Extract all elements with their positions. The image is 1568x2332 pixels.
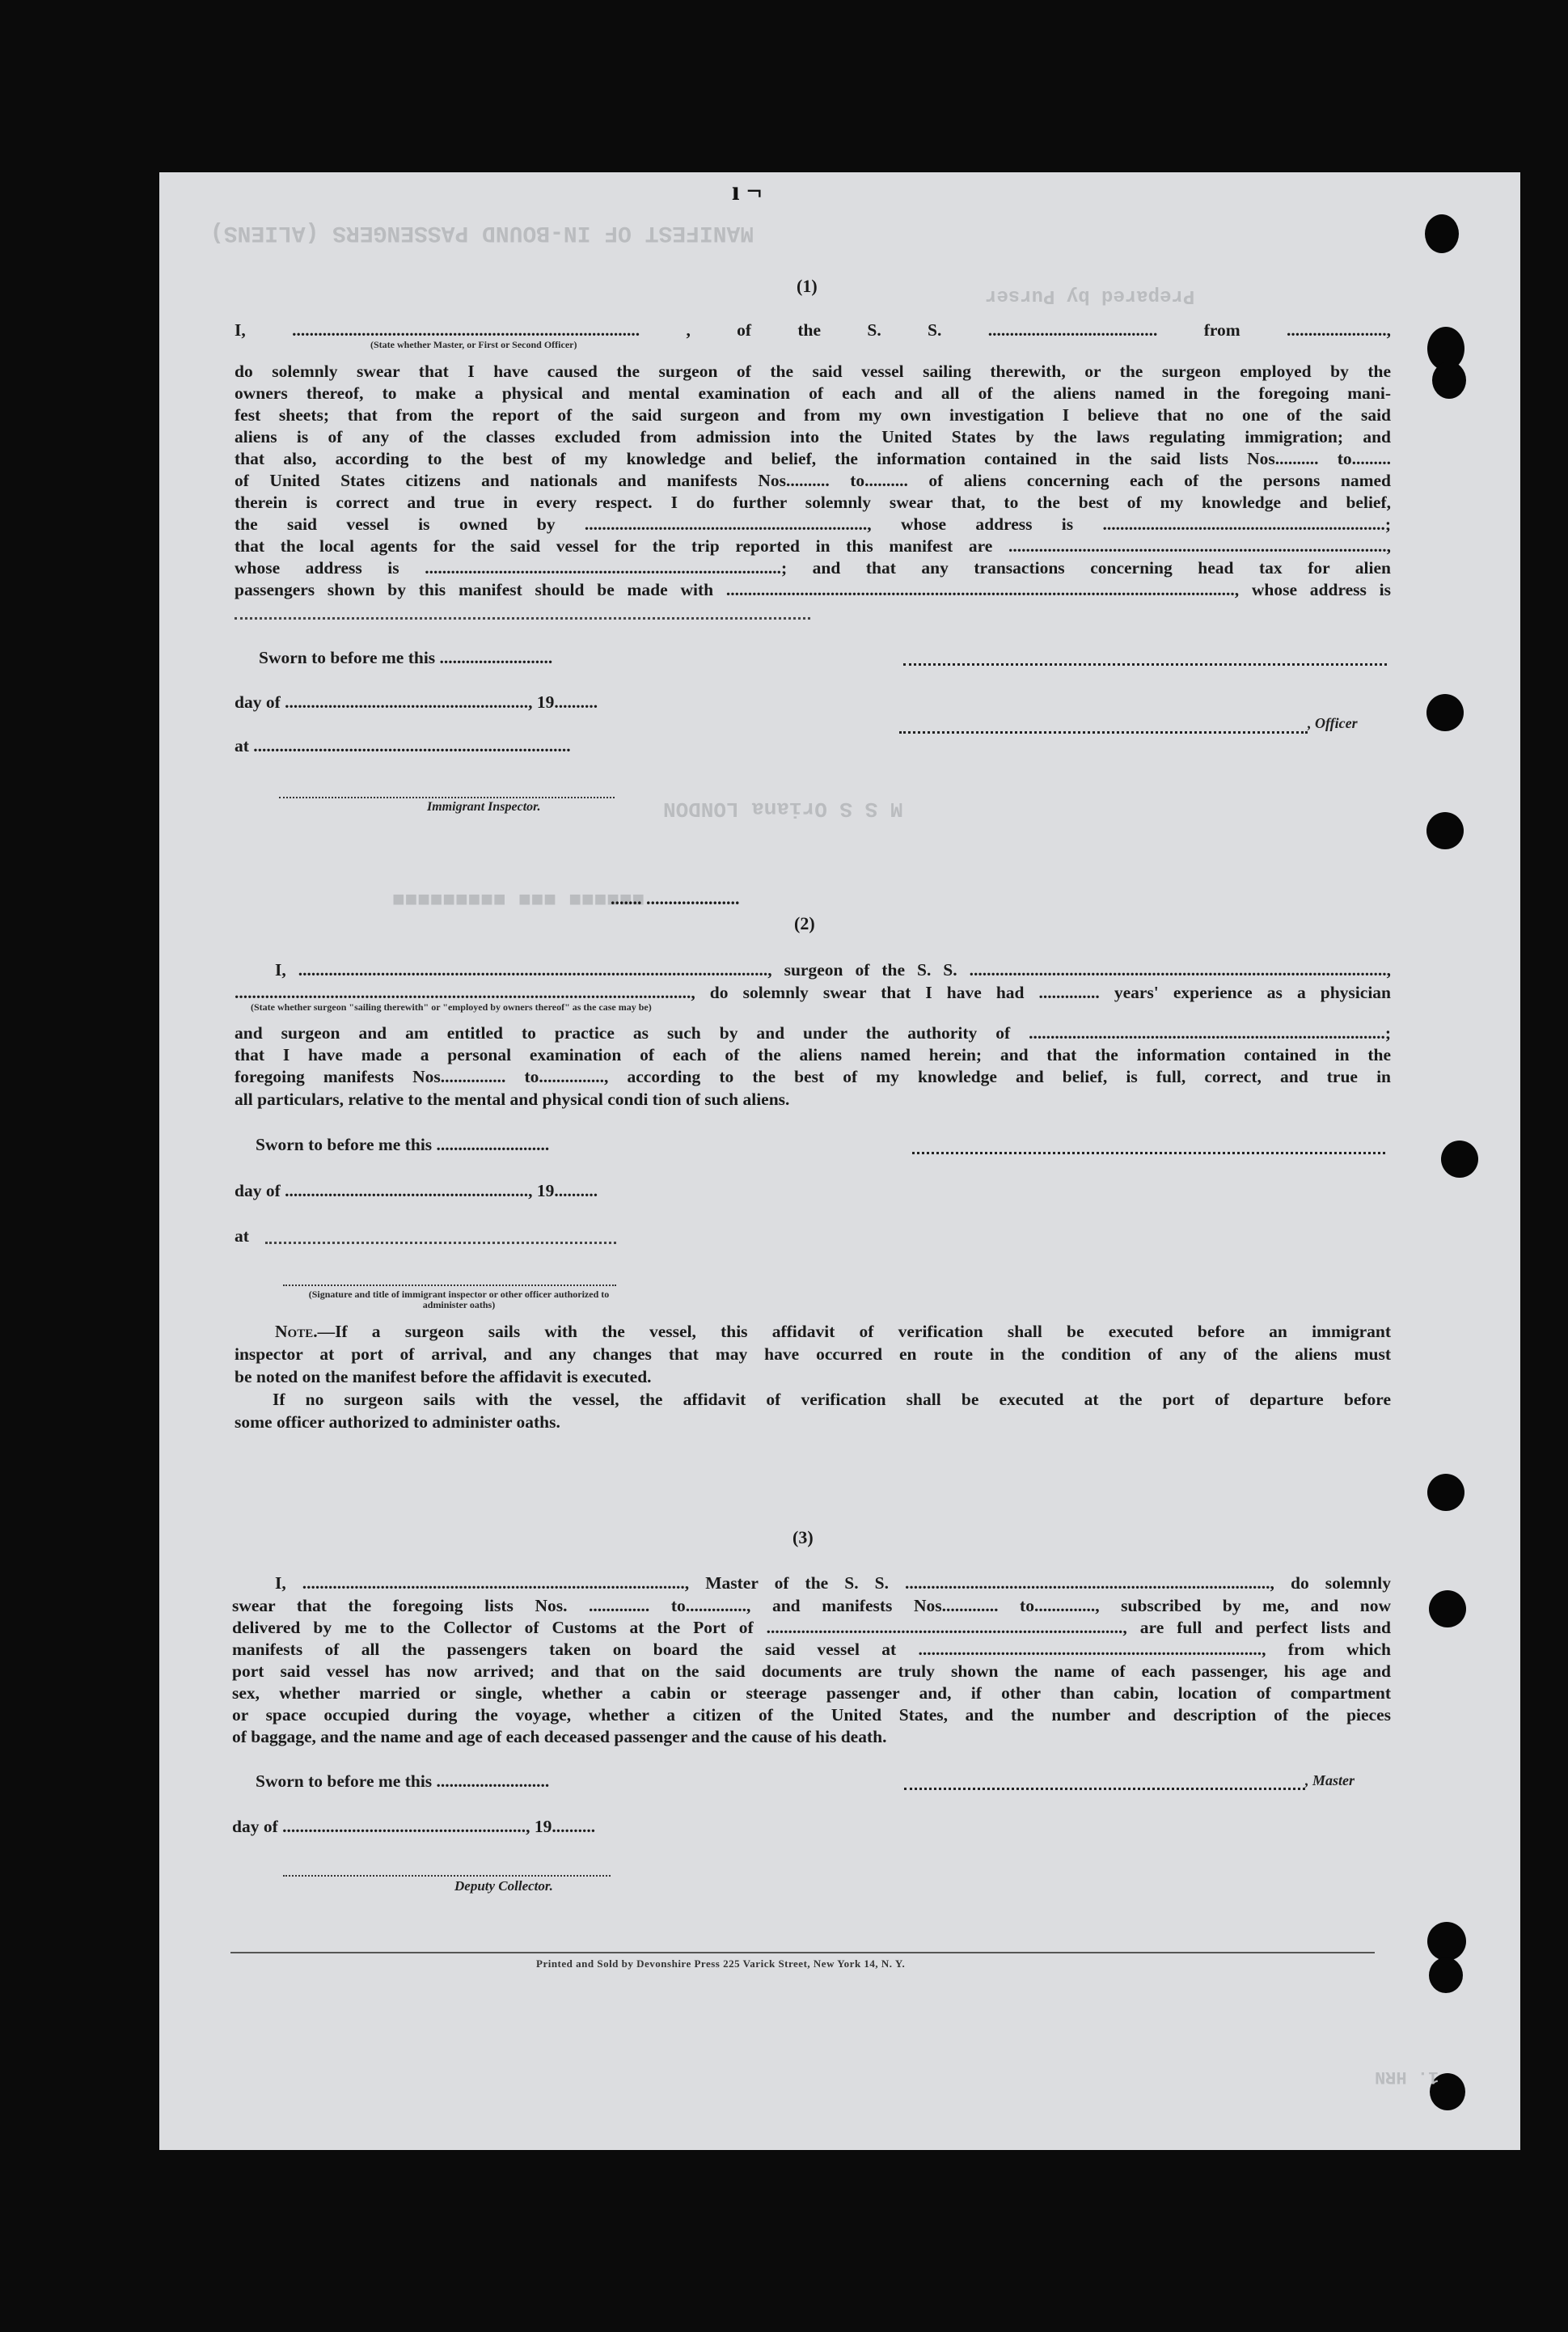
- form-line: [235, 512, 1391, 536]
- punch-hole: [1429, 1590, 1466, 1627]
- form-line: [275, 958, 1391, 982]
- form-text: whose address is: [1251, 580, 1391, 599]
- form-text: that the local agents for the said vessel for the trip reported in this manifest are .......................................................................................,: [235, 536, 1391, 556]
- form-text: aliens is of any of the classes excluded from admission into the United States by the laws regulating immigration; and: [235, 427, 1391, 447]
- form-text: foregoing manifests Nos............... to..............., according to the best of my knowledge and belief, is full, correct, and true in: [235, 1067, 1391, 1086]
- punch-hole: [1441, 1141, 1478, 1178]
- form-text: the said vessel is owned by ................................................................., whose address is .................................................................;: [235, 514, 1391, 534]
- officer-caption: (State whether Master, or First or Second Officer): [370, 339, 577, 350]
- note-line: [235, 1342, 1391, 1366]
- section-number: (2): [794, 913, 815, 933]
- form-line: [232, 1659, 1391, 1683]
- form-line: [235, 425, 1391, 449]
- master-label: , Master: [1305, 1772, 1355, 1788]
- form-text: be noted on the manifest before the affidavit is executed.: [235, 1367, 652, 1386]
- signature-line: [283, 1875, 611, 1877]
- signature-line: [283, 1285, 616, 1286]
- form-text: I, ............................................................................................................, surgeon of the S. S. ................................................................................................,: [275, 960, 1391, 980]
- form-text: inspector at port of arrival, and any changes that may have occurred en route in the condition of any of the aliens must: [235, 1344, 1391, 1364]
- blank-line: [265, 1242, 616, 1244]
- form-line: [235, 1021, 1391, 1045]
- form-text: and surgeon and am entitled to practice as such by and under the authority of ..................................................................................;: [235, 1023, 1391, 1043]
- form-text: fest sheets; that from the report of the said surgeon and from my own investigation I believe that no one of the said: [235, 405, 1391, 425]
- collector-label: Deputy Collector.: [454, 1878, 553, 1894]
- form-text: Sworn to before me this ..........................: [256, 1135, 550, 1154]
- form-text: day of ........................................................, 19..........: [232, 1817, 596, 1836]
- form-text: day of ........................................................, 19..........: [235, 1181, 598, 1200]
- bleed-through-stamp: Prepared by Purser: [985, 285, 1195, 307]
- form-line: [275, 1571, 1391, 1595]
- form-line: [232, 1725, 1391, 1749]
- form-text: I, ................................................................................: [235, 320, 640, 340]
- section-number: (1): [797, 276, 818, 296]
- bleed-through-stamp: MANIFEST OF IN-BOUND PASSENGERS (ALIENS): [210, 220, 754, 245]
- blank-line: [235, 617, 810, 620]
- form-text: , of the S. S. .......................................: [686, 320, 1158, 340]
- form-text: day of ........................................................, 19..........: [235, 692, 598, 712]
- form-text: all particulars, relative to the mental and physical condi tion of such aliens.: [235, 1090, 790, 1109]
- note-line: [235, 1365, 1391, 1389]
- signature-line: [279, 797, 615, 798]
- signature-line: [904, 1788, 1305, 1790]
- bleed-through-stamp: 1. HRN: [1375, 2067, 1439, 2087]
- form-line: [235, 359, 1391, 383]
- form-line: [232, 1681, 1391, 1705]
- punch-hole: [1432, 362, 1466, 399]
- form-text: at .........................................................................: [235, 736, 571, 755]
- form-text: that I have made a personal examination of each of the aliens named herein; and that the information contained in the: [235, 1045, 1391, 1064]
- officer-label: , Officer: [1308, 715, 1358, 731]
- form-text: delivered by me to the Collector of Customs at the Port of .................................................................................., are full and perfect lists and: [232, 1618, 1391, 1637]
- form-text: of baggage, and the name and age of each deceased passenger and the cause of his death.: [232, 1727, 887, 1746]
- note-label: Note.: [275, 1322, 318, 1341]
- punch-hole: [1427, 1922, 1466, 1961]
- note-line: [235, 1410, 1391, 1434]
- form-text: of United States citizens and nationals and manifests Nos.......... to.......... of aliens concerning each of the persons named: [235, 471, 1391, 490]
- form-line: [235, 403, 1391, 427]
- form-line: [232, 1593, 1391, 1618]
- surgeon-caption: (State whether surgeon "sailing therewith" or "employed by owners thereof" as the case may be): [251, 1001, 652, 1013]
- form-text: port said vessel has now arrived; and that on the said documents are truly shown the name of each passenger, his age and: [232, 1661, 1391, 1681]
- handwritten-mark: ı ¬: [732, 176, 763, 206]
- form-text: Sworn to before me this ..........................: [256, 1771, 550, 1791]
- day-line: [232, 1814, 653, 1839]
- signature-line: [903, 663, 1387, 666]
- form-text: that also, according to the best of my knowledge and belief, the information contained in the said lists Nos.......... to.........: [235, 449, 1391, 468]
- day-line: [235, 690, 655, 714]
- form-text: or space occupied during the voyage, whether a citizen of the United States, and the number and description of the pieces: [232, 1705, 1391, 1725]
- form-line: [235, 578, 1391, 602]
- signature-line: [899, 731, 1308, 734]
- form-line: [235, 468, 1391, 493]
- inspector-label: Immigrant Inspector.: [427, 800, 541, 814]
- signature-caption: (Signature and title of immigrant inspector or other officer authorized to administer oaths): [308, 1289, 610, 1310]
- form-text: Sworn to before me this ..........................: [259, 648, 553, 667]
- punch-hole: [1426, 812, 1464, 849]
- form-line: [235, 490, 1391, 514]
- form-line: [235, 1064, 1391, 1089]
- bleed-through-stamp: ■■■■■■■■■ ■■■ ■■■■■■: [392, 888, 645, 912]
- sworn-line: [256, 1769, 660, 1793]
- form-line: [232, 1637, 1391, 1661]
- form-text: passengers shown by this manifest should be made with .....................................................................................................................,: [235, 580, 1240, 599]
- section-number: (3): [792, 1527, 814, 1547]
- at-line: [235, 734, 655, 758]
- sworn-line: [256, 1132, 660, 1157]
- punch-hole: [1425, 214, 1459, 253]
- form-text: whose address is ..................................................................................; and that any transactions concerning head tax for alien: [235, 558, 1391, 578]
- form-line: [235, 1043, 1391, 1067]
- sworn-line: [259, 645, 663, 670]
- form-text: sex, whether married or single, whether a cabin or steerage passenger and, if other than cabin, location of compartment: [232, 1683, 1391, 1703]
- note-line: [275, 1319, 1391, 1344]
- form-text: some officer authorized to administer oaths.: [235, 1412, 560, 1432]
- day-line: [235, 1179, 655, 1203]
- punch-hole: [1427, 1474, 1464, 1511]
- dotted-ref: ....... .....................: [611, 888, 740, 908]
- form-text: swear that the foregoing lists Nos. .............. to.............., and manifests Nos............. to.............., subscribed by me, and now: [232, 1596, 1391, 1615]
- form-text: manifests of all the passengers taken on board the said vessel at ..............................................................................., from which: [232, 1640, 1391, 1659]
- form-line: [235, 1087, 1391, 1111]
- form-text: —If a surgeon sails with the vessel, this affidavit of verification shall be executed before an immigrant: [317, 1322, 1391, 1341]
- form-line: [232, 1703, 1391, 1727]
- form-text: I, ........................................................................................, Master of the S. S. ...................................................................................., do solemnly: [275, 1573, 1391, 1593]
- signature-line: [912, 1152, 1385, 1154]
- form-text: at: [235, 1226, 249, 1246]
- note-line: [273, 1387, 1391, 1411]
- printer-imprint: Printed and Sold by Devonshire Press 225 Varick Street, New York 14, N. Y.: [536, 1957, 906, 1970]
- form-text: from .......................,: [1203, 320, 1392, 340]
- form-line: [235, 381, 1391, 405]
- at-line: [235, 1224, 315, 1248]
- form-text: owners thereof, to make a physical and mental examination of each and all of the aliens named in the foregoing mani-: [235, 383, 1391, 403]
- form-line: [235, 534, 1391, 558]
- bleed-through-stamp: M S S Oriana LONDON: [663, 797, 903, 821]
- form-line: [235, 556, 1391, 580]
- footer-rule: [230, 1952, 1375, 1953]
- form-text: do solemnly swear that I have caused the surgeon of the said vessel sailing therewith, or the surgeon employed by the: [235, 362, 1391, 381]
- form-text: therein is correct and true in every respect. I do further solemnly swear that, to the best of my knowledge and belief,: [235, 493, 1391, 512]
- form-text: ........................................................................................................., do solemnly swear that I have had .............. years' experience as a physician: [235, 983, 1391, 1002]
- punch-hole: [1426, 694, 1464, 731]
- form-line: [235, 447, 1391, 471]
- form-text: If no surgeon sails with the vessel, the affidavit of verification shall be executed at the port of departure before: [273, 1390, 1391, 1409]
- form-line: [232, 1615, 1391, 1640]
- punch-hole: [1429, 1957, 1463, 1993]
